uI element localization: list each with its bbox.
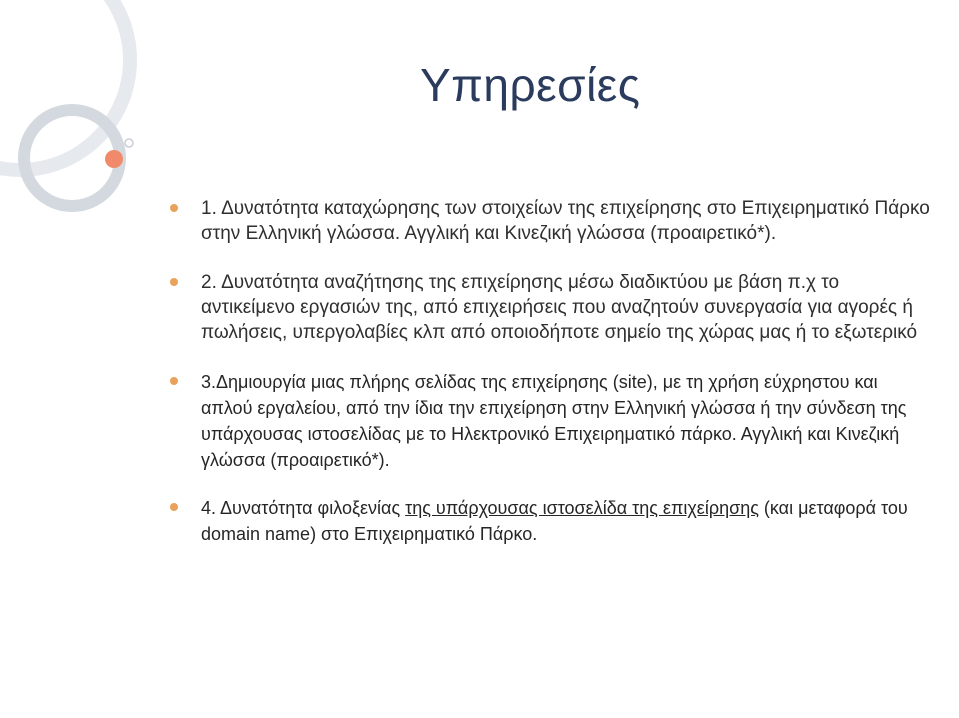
accent-dot [105, 150, 123, 168]
bullet-list [170, 196, 930, 547]
bullet-item [170, 270, 930, 345]
bullet-text-prefix: 4. Δυνατότητα φιλοξενίας [201, 498, 406, 518]
bullet-text: 3.Δημιουργία μιας πλήρης σελίδας της επιχείρησης (site), με τη χρήση εύχρηστου και απλού εργαλείου, από την ίδια την επιχείρηση στην Ελληνική γλώσσα ή την σύνδεση της υπάρχουσας ιστοσελίδας με το Ηλεκτρονικό Επιχειρηματικό πάρκο. Αγγλική και Κινεζική γλώσσα (προαιρετικό*). [201, 372, 907, 470]
slide-title: Υπηρεσίες [420, 59, 641, 111]
bullet-dot-icon [170, 204, 178, 212]
bullet-dot-icon [170, 503, 178, 511]
bullet-item [170, 369, 930, 473]
small-dot-ring [125, 139, 133, 147]
bullet-item [170, 495, 930, 547]
bullet-text-underlined: της υπάρχουσας ιστοσελίδα της επιχείρησης [405, 498, 759, 518]
bullet-dot-icon [170, 278, 178, 286]
large-ring [0, 0, 130, 170]
bullet-text: 1. Δυνατότητα καταχώρησης των στοιχείων της επιχείρησης στο Επιχειρηματικό Πάρκο στην Ελληνική γλώσσα. Αγγλική και Κινεζική γλώσσα (προαιρετικό*). [201, 198, 930, 244]
bullet-text-suffix: (και μεταφορά του domain name) στο Επιχειρηματικό Πάρκο. [201, 498, 908, 544]
bullet-text [201, 495, 930, 547]
bullet-item [170, 196, 930, 246]
bullet-dot-icon [170, 377, 178, 385]
bullet-text: 2. Δυνατότητα αναζήτησης της επιχείρησης μέσω διαδικτύου με βάση π.χ το αντικείμενο εργασιών της, από επιχειρήσεις που αναζητούν συνεργασία για αγορές ή πωλήσεις, υπεργολαβίες κλπ από οποιοδήποτε σημείο της χώρας μας ή το εξωτερικό [201, 272, 918, 343]
